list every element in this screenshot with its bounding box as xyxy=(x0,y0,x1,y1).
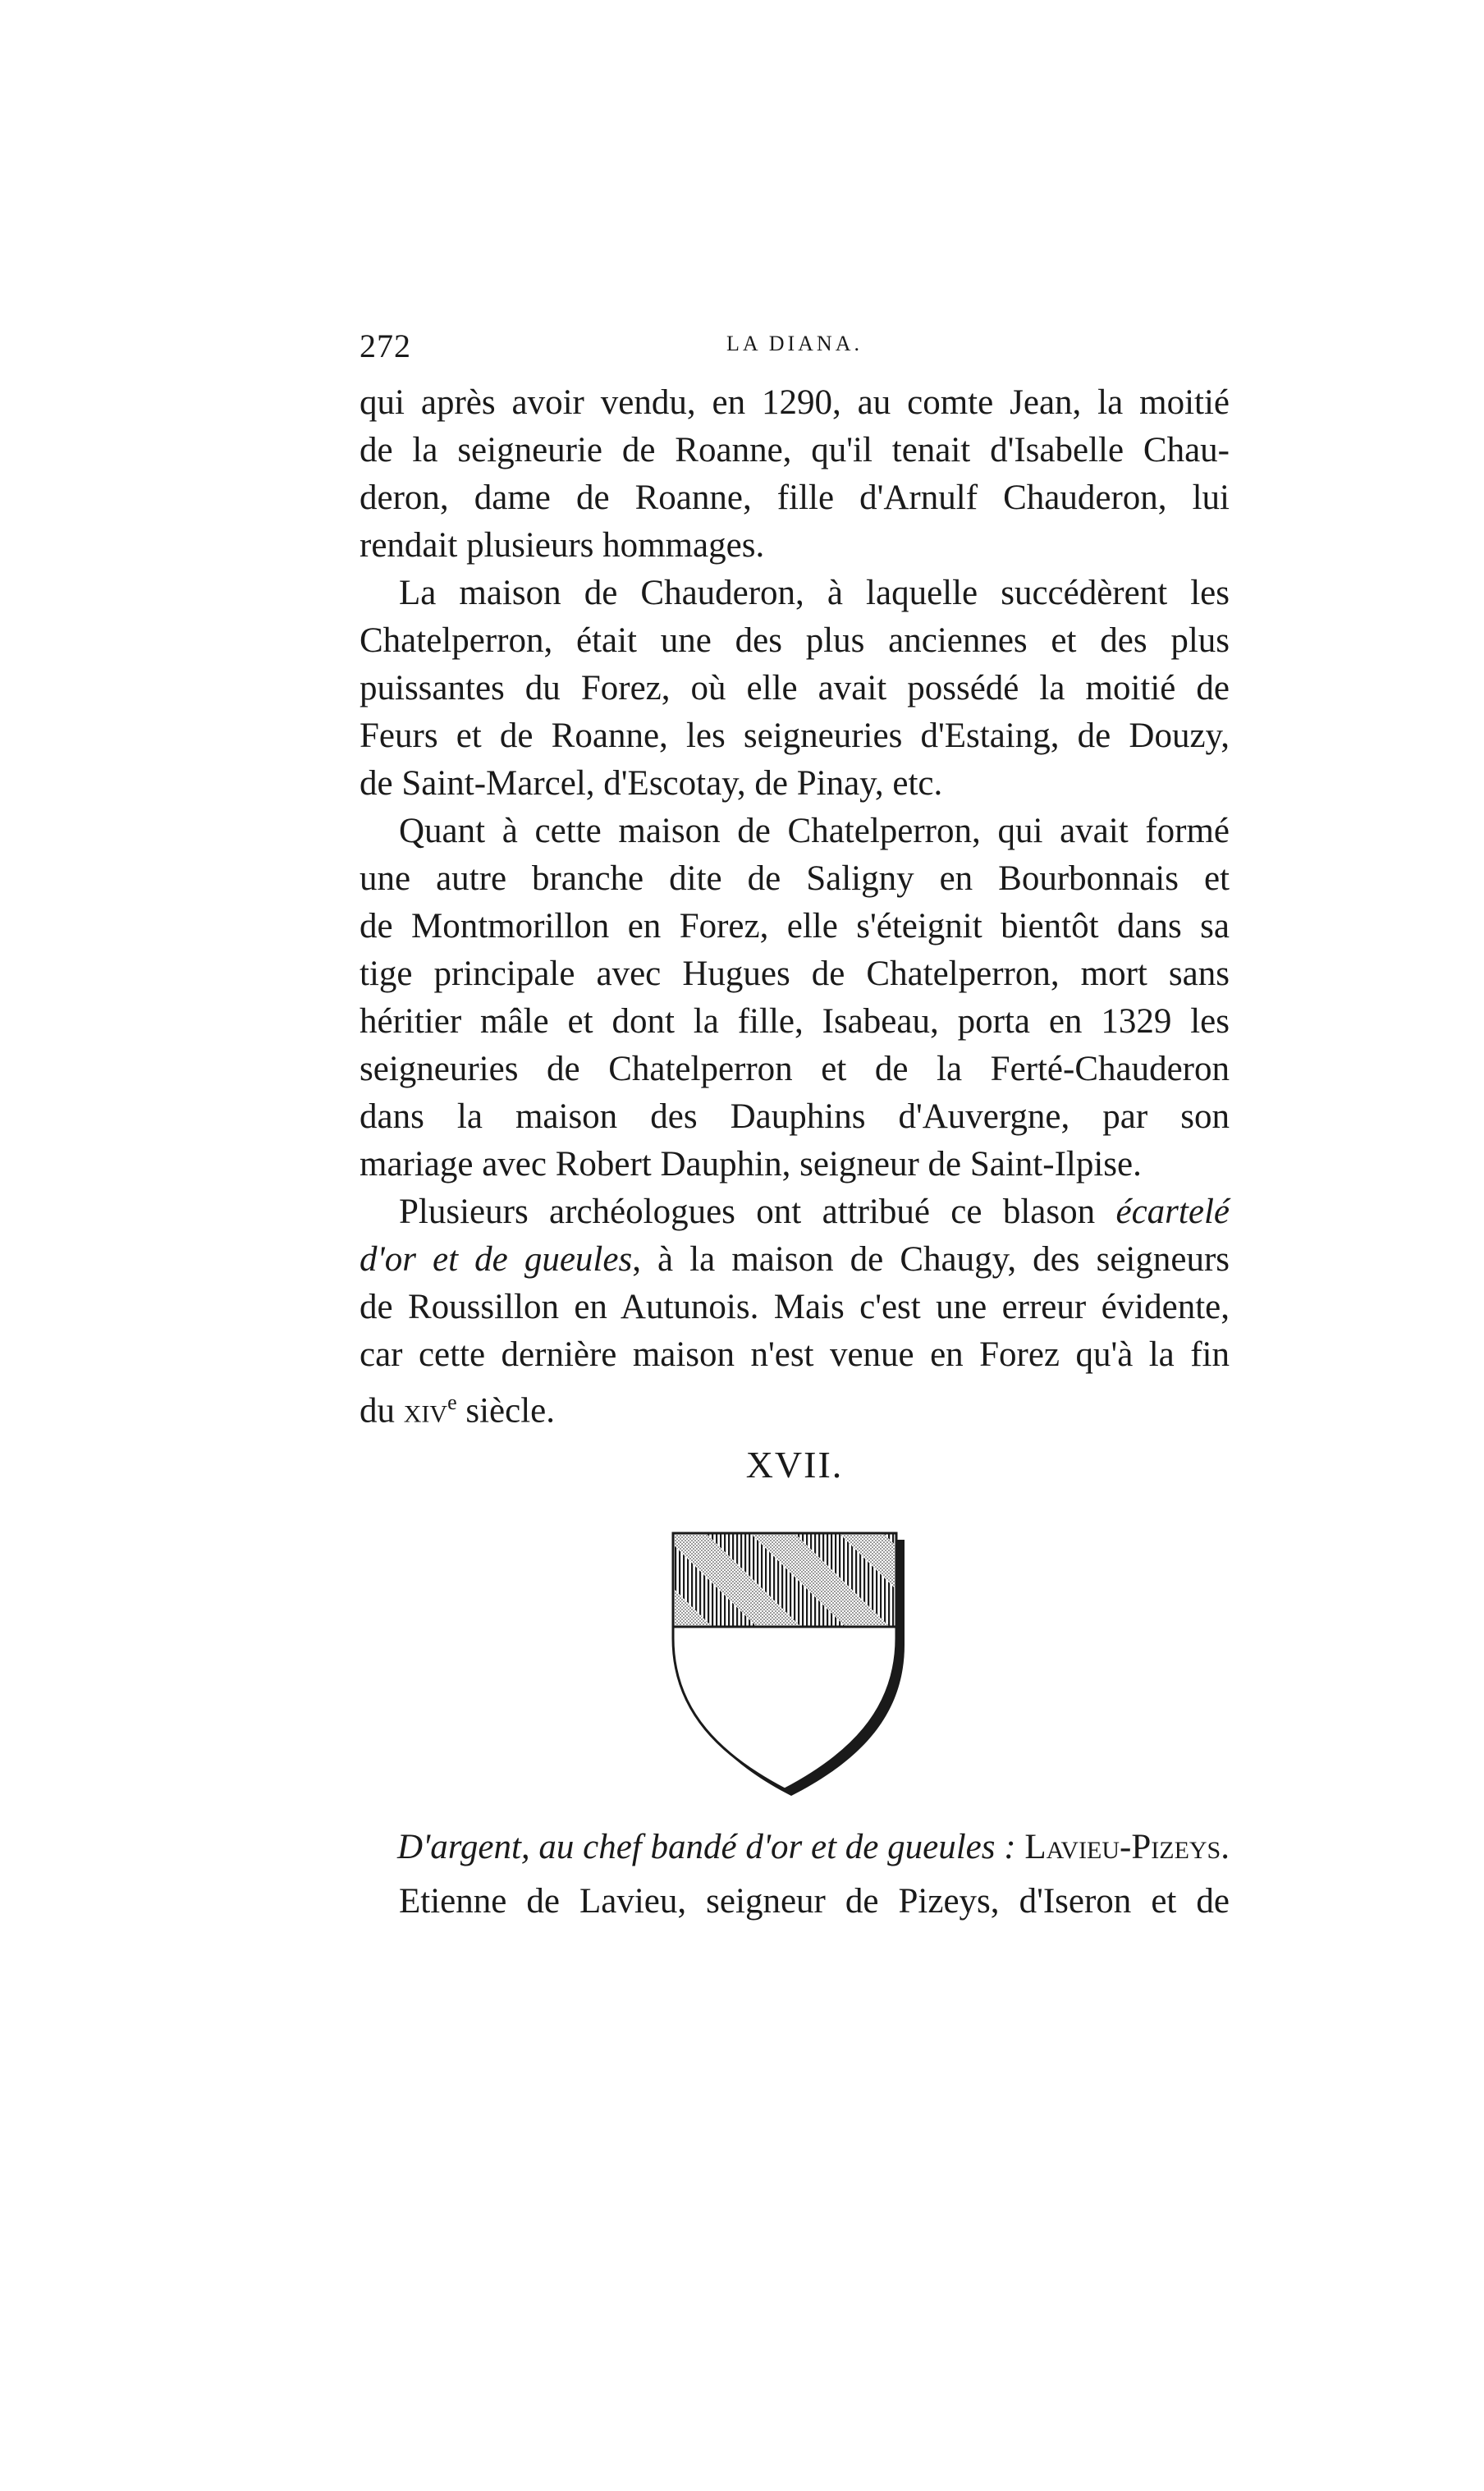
text-line: une autre branche dite de Saligny en Bourbonnais et xyxy=(360,859,1230,898)
text-line xyxy=(360,1379,1230,1431)
superscript: e xyxy=(447,1390,457,1414)
text-line: héritier mâle et dont la fille, Isabeau, porta en 1329 les xyxy=(360,1002,1230,1041)
body-text xyxy=(360,379,1230,1431)
text-line: La maison de Chauderon, à laquelle succédèrent les xyxy=(399,574,1230,612)
text-run: , à la maison de Chaugy, des seigneurs xyxy=(632,1240,1230,1279)
blazon-line xyxy=(360,1820,1230,1875)
section-heading: XVII. xyxy=(745,1444,844,1486)
small-caps-run: xiv xyxy=(403,1391,448,1431)
running-head xyxy=(360,327,1230,368)
running-title: LA DIANA. xyxy=(726,332,863,355)
page-number: 272 xyxy=(360,327,411,364)
text-line: puissantes du Forez, où elle avait possédé la moitié de xyxy=(360,669,1230,707)
blazon-family-name: Lavieu-Pizeys. xyxy=(1024,1828,1230,1866)
text-line: de Roussillon en Autunois. Mais c'est une erreur évidente, xyxy=(360,1288,1230,1326)
text-line: de Saint-Marcel, d'Escotay, de Pinay, etc. xyxy=(360,764,943,803)
text-line: rendait plusieurs hommages. xyxy=(360,526,765,565)
text-line: tige principale avec Hugues de Chatelperron, mort sans xyxy=(360,955,1230,993)
text-line: seigneuries de Chatelperron et de la Ferté-Chauderon xyxy=(360,1050,1230,1088)
text-line: de la seigneurie de Roanne, qu'il tenait d'Isabelle Chau- xyxy=(360,431,1230,469)
italic-run: d'or et de gueules xyxy=(360,1240,633,1279)
text-line xyxy=(360,1236,1230,1284)
text-line: car cette dernière maison n'est venue en Forez qu'à la fin xyxy=(360,1335,1230,1374)
text-line: Feurs et de Roanne, les seigneuries d'Estaing, de Douzy, xyxy=(360,717,1230,755)
text-line: Etienne de Lavieu, seigneur de Pizeys, d'Iseron et de xyxy=(399,1882,1230,1921)
text-run: du xyxy=(360,1391,404,1431)
text-run: Plusieurs archéologues ont attribué ce blason xyxy=(399,1193,1116,1231)
coat-of-arms-shield-icon xyxy=(666,1528,909,1799)
text-line: dans la maison des Dauphins d'Auvergne, par son xyxy=(360,1097,1230,1136)
text-line: deron, dame de Roanne, fille d'Arnulf Chauderon, lui xyxy=(360,479,1230,517)
text-line xyxy=(360,1188,1230,1236)
text-line: Quant à cette maison de Chatelperron, qui avait formé xyxy=(399,812,1230,850)
text-line: Chatelperron, était une des plus anciennes et des plus xyxy=(360,621,1230,660)
blazon-text xyxy=(360,1820,1230,1929)
text-line: qui après avoir vendu, en 1290, au comte Jean, la moitié xyxy=(360,383,1230,422)
italic-run: écartelé xyxy=(1115,1193,1230,1231)
text-run: siècle. xyxy=(456,1391,556,1431)
text-line: de Montmorillon en Forez, elle s'éteignit bientôt dans sa xyxy=(360,907,1230,946)
blazon-description: D'argent, au chef bandé d'or et de gueules : xyxy=(396,1828,1016,1866)
text-line: mariage avec Robert Dauphin, seigneur de Saint-Ilpise. xyxy=(360,1145,1142,1184)
